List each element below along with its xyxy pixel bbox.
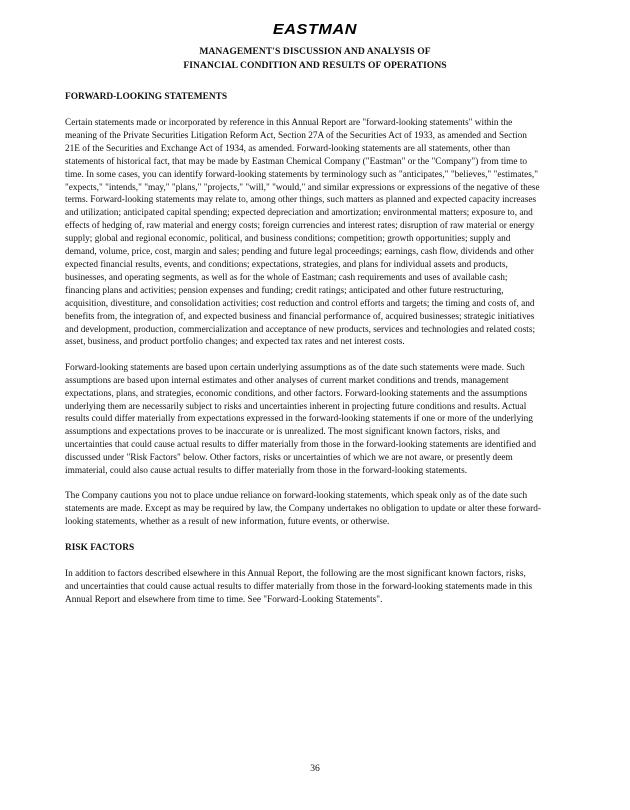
- text-line: In addition to factors described elsewhere in this Annual Report, the following are the most significant known factors, risks,: [65, 568, 526, 579]
- text-line: and development, production, commercialization and acceptance of new products, services and technologies and related costs;: [65, 324, 536, 335]
- document-body: [65, 91, 567, 606]
- text-line: effects of hedging of, raw material and energy costs; foreign currencies and interest rates; disruption of raw material or energy: [65, 221, 535, 232]
- text-line: Annual Report and elsewhere from time to time. See "Forward-Looking Statements".: [65, 594, 383, 605]
- text-line: meaning of the Private Securities Litigation Reform Act, Section 27A of the Securities Act of 1933, as amended and Section: [65, 130, 527, 141]
- paragraph: [65, 117, 567, 349]
- header-title-line-2: FINANCIAL CONDITION AND RESULTS OF OPERATIONS: [183, 60, 447, 71]
- text-line: and uncertainties that could cause actual results to differ materially from those in the forward-looking statements made in this: [65, 581, 533, 592]
- text-line: businesses, and operating segments, as well as for the whole of Eastman; cash requirements and uses of available cash;: [65, 272, 508, 283]
- text-line: demand, volume, price, cost, margin and sales; pending and future legal proceedings; earnings, cash flow, dividends and other: [65, 247, 534, 258]
- paragraph: [65, 568, 567, 607]
- paragraph: [65, 490, 567, 529]
- text-line: immaterial, could also cause actual results to differ materially from those in the forward-looking statements.: [65, 466, 468, 477]
- text-line: acquisition, divestiture, and consolidation activities; cost reduction and control efforts and targets; the timing and costs of, and: [65, 298, 535, 309]
- text-line: time. In some cases, you can identify forward-looking statements by terminology such as "anticipates," "believes," "estimates,": [65, 169, 539, 180]
- text-line: statements of historical fact, that may be made by Eastman Chemical Company ("Eastman" or the "Company") from time to: [65, 156, 528, 167]
- text-line: assumptions and expectations proves to be inaccurate or is unrealized. The most significant known factors, risks, and: [65, 427, 500, 438]
- text-line: results could differ materially from expectations expressed in the forward-looking statements if one or more of the underlying: [65, 414, 533, 425]
- header-title-line-1: MANAGEMENT'S DISCUSSION AND ANALYSIS OF: [199, 46, 431, 57]
- text-line: 21E of the Securities and Exchange Act of 1934, as amended. Forward-looking statements are all statements, other than: [65, 143, 511, 154]
- text-line: looking statements, whether as a result of new information, future events, or otherwise.: [65, 517, 390, 528]
- section-heading-forward-looking: FORWARD-LOOKING STATEMENTS: [65, 92, 228, 102]
- text-line: expectations, plans, and strategies, economic conditions, and other factors. Forward-looking statements and the assumptions: [65, 388, 528, 399]
- text-line: terms. Forward-looking statements may relate to, among other things, such matters as planned and expected capacity increases: [65, 195, 537, 206]
- text-line: Forward-looking statements are based upon certain underlying assumptions as of the date such statements were made. Such: [65, 362, 525, 373]
- text-line: "expects," "intends," "may," "plans," "projects," "will," "would," and similar expressions or expressions of the negative of these: [65, 182, 540, 193]
- section-heading-risk-factors: RISK FACTORS: [65, 542, 135, 553]
- text-line: underlying them are necessarily subject to risks and uncertainties inherent in projecting future conditions and results. Actual: [65, 401, 527, 412]
- text-line: Certain statements made or incorporated by reference in this Annual Report are "forward-looking statements" within the: [65, 118, 513, 128]
- text-line: expected financial results, events, and conditions; expectations, strategies, and plans for individual assets and products,: [65, 259, 508, 270]
- eastman-logo: EASTMAN: [272, 22, 358, 38]
- text-line: discussed under "Risk Factors" below. Other factors, risks or uncertainties of which we are not aware, or presently deem: [65, 453, 513, 464]
- text-line: asset, business, and product portfolio changes; and expected tax rates and net interest costs.: [65, 337, 405, 348]
- text-line: uncertainties that could cause actual results to differ materially from those in the forward-looking statements are identified and: [65, 440, 536, 451]
- text-line: assumptions are based upon internal estimates and other analyses of current market conditions and trends, management: [65, 375, 509, 386]
- text-line: statements are made. Except as may be required by law, the Company undertakes no obligation to update or alter these forward-: [65, 504, 541, 515]
- text-line: benefits from, the integration of, and expected business and financial performance of, acquired businesses; strategic initiatives: [65, 311, 535, 322]
- text-line: financing plans and activities; pension expenses and funding; credit ratings; anticipated and other future restructuring,: [65, 285, 504, 296]
- page-number: 36: [310, 763, 320, 774]
- text-line: and utilization; anticipated capital spending; expected depreciation and amortization; environmental matters; exposure to, and: [65, 208, 533, 219]
- text-line: The Company cautions you not to place undue reliance on forward-looking statements, which speak only as of the date such: [65, 491, 528, 502]
- text-line: supply; global and regional economic, political, and business conditions; competition; growth opportunities; supply and: [65, 234, 511, 245]
- paragraph: [65, 362, 567, 478]
